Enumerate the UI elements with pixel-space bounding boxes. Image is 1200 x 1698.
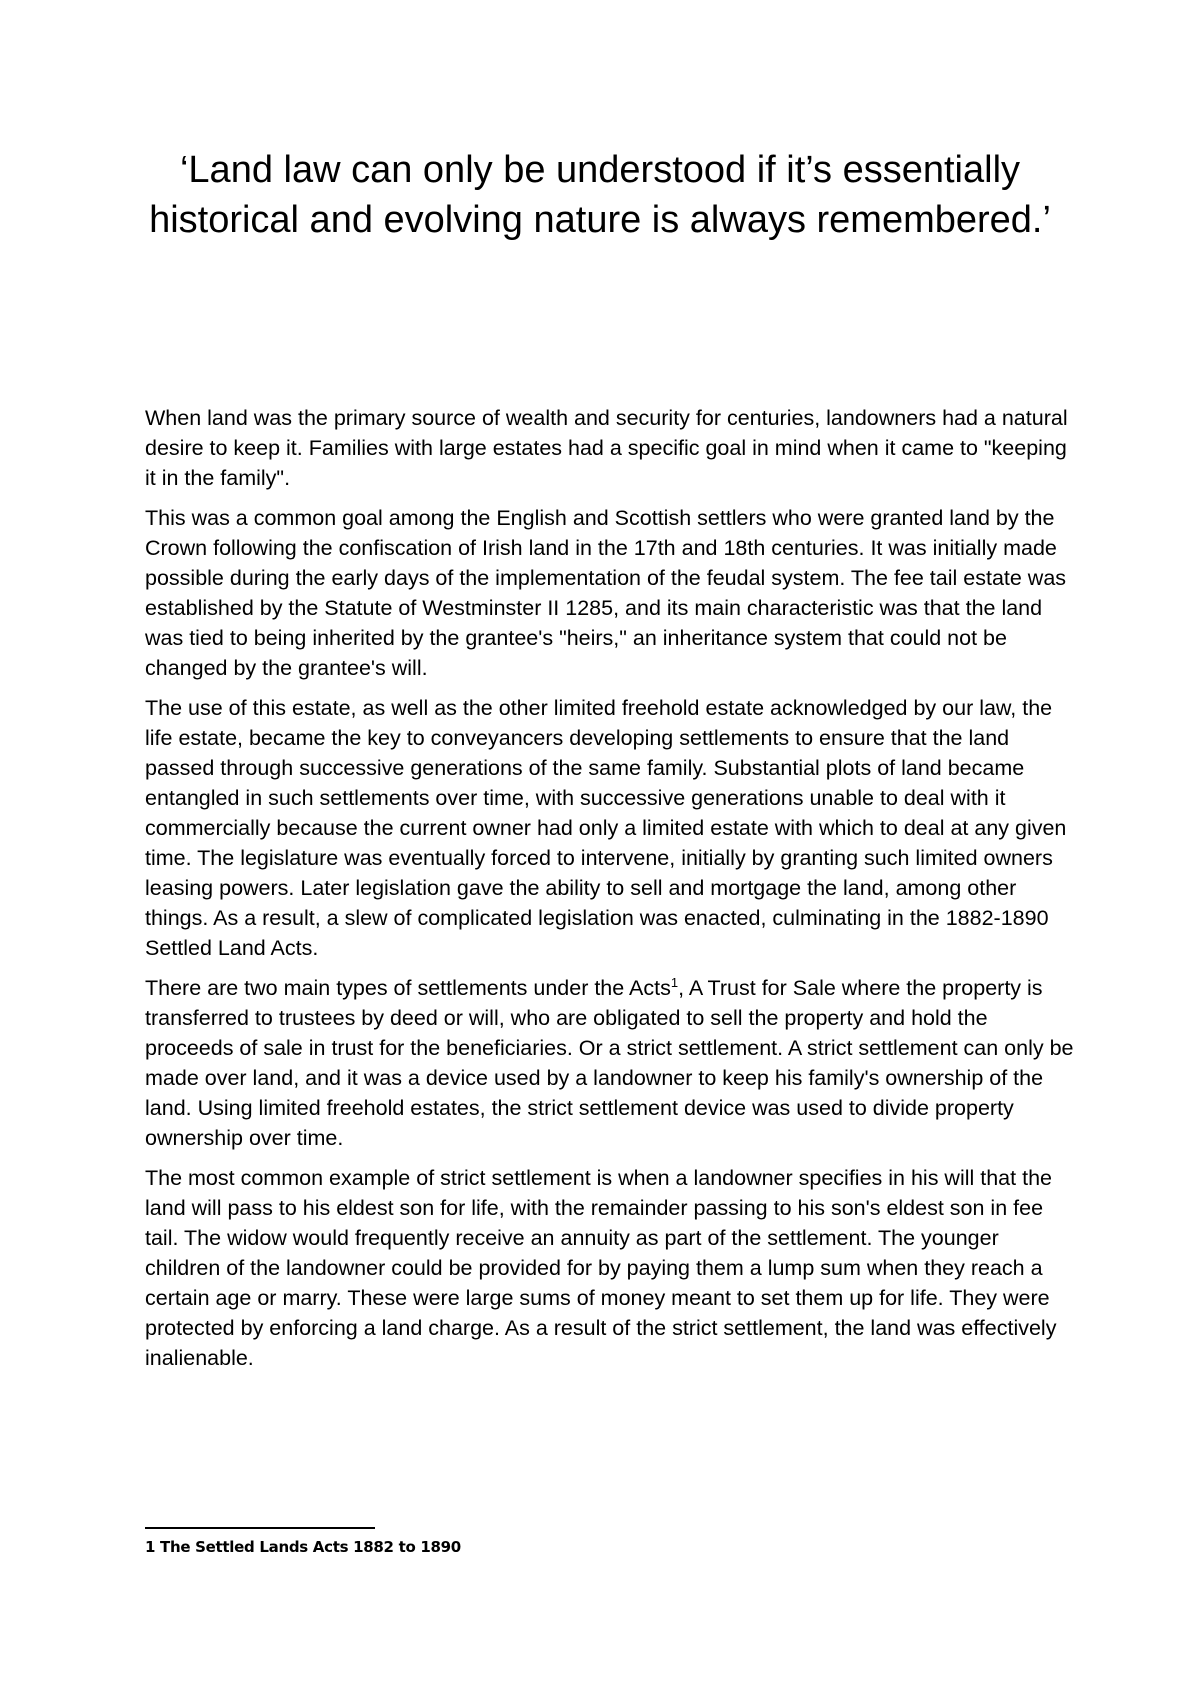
document-body — [145, 403, 1075, 1383]
page-title: ‘Land law can only be understood if it’s essentially historical and evolving nature is always remembered.’ — [149, 149, 1051, 241]
paragraph-1: When land was the primary source of wealth and security for centuries, landowners had a natural desire to keep it. Families with large estates had a specific goal in mind when it came to "keeping it in the family". — [145, 406, 1068, 490]
footnote-separator — [145, 1527, 375, 1529]
paragraph-4-end: , A Trust for Sale where the property is transferred to trustees by deed or will, who are obligated to sell the property and hold the proceeds of sale in trust for the beneficiaries. Or a strict settlement. A strict settlement can only be made over land, and it was a device used by a landowner to keep his family's ownership of the land. Using limited freehold estates, the strict settlement device was used to divide property ownership over time. — [145, 976, 1074, 1150]
paragraph-2: This was a common goal among the English and Scottish settlers who were granted land by the Crown following the confiscation of Irish land in the 17th and 18th centuries. It was initially made possible during the early days of the implementation of the feudal system. The fee tail estate was established by the Statute of Westminster II 1285, and its main characteristic was that the land was tied to being inherited by the grantee's "heirs," an inheritance system that could not be changed by the grantee's will. — [145, 506, 1067, 680]
paragraph-4 — [145, 973, 1075, 1153]
paragraph-5: The most common example of strict settlement is when a landowner specifies in his will that the land will pass to his eldest son for life, with the remainder passing to his son's eldest son in fee tail. The widow would frequently receive an annuity as part of the settlement. The younger children of the landowner could be provided for by paying them a lump sum when they reach a certain age or marry. These were large sums of money meant to set them up for life. They were protected by enforcing a land charge. As a result of the strict settlement, the land was effectively inalienable. — [145, 1166, 1057, 1370]
paragraph-3: The use of this estate, as well as the other limited freehold estate acknowledged by our law, the life estate, became the key to conveyancers developing settlements to ensure that the land passed through successive generations of the same family. Substantial plots of land became entangled in such settlements over time, with successive generations unable to deal with it commercially because the current owner had only a limited estate with which to deal at any given time. The legislature was eventually forced to intervene, initially by granting such limited owners leasing powers. Later legislation gave the ability to sell and mortgage the land, among other things. As a result, a slew of complicated legislation was enacted, culminating in the 1882-1890 Settled Land Acts. — [145, 696, 1067, 960]
paragraph-4-start: There are two main types of settlements under the Acts — [145, 976, 671, 1000]
footnote-reference[interactable]: 1 — [670, 974, 679, 990]
footnote: 1 The Settled Lands Acts 1882 to 1890 — [145, 1538, 461, 1556]
